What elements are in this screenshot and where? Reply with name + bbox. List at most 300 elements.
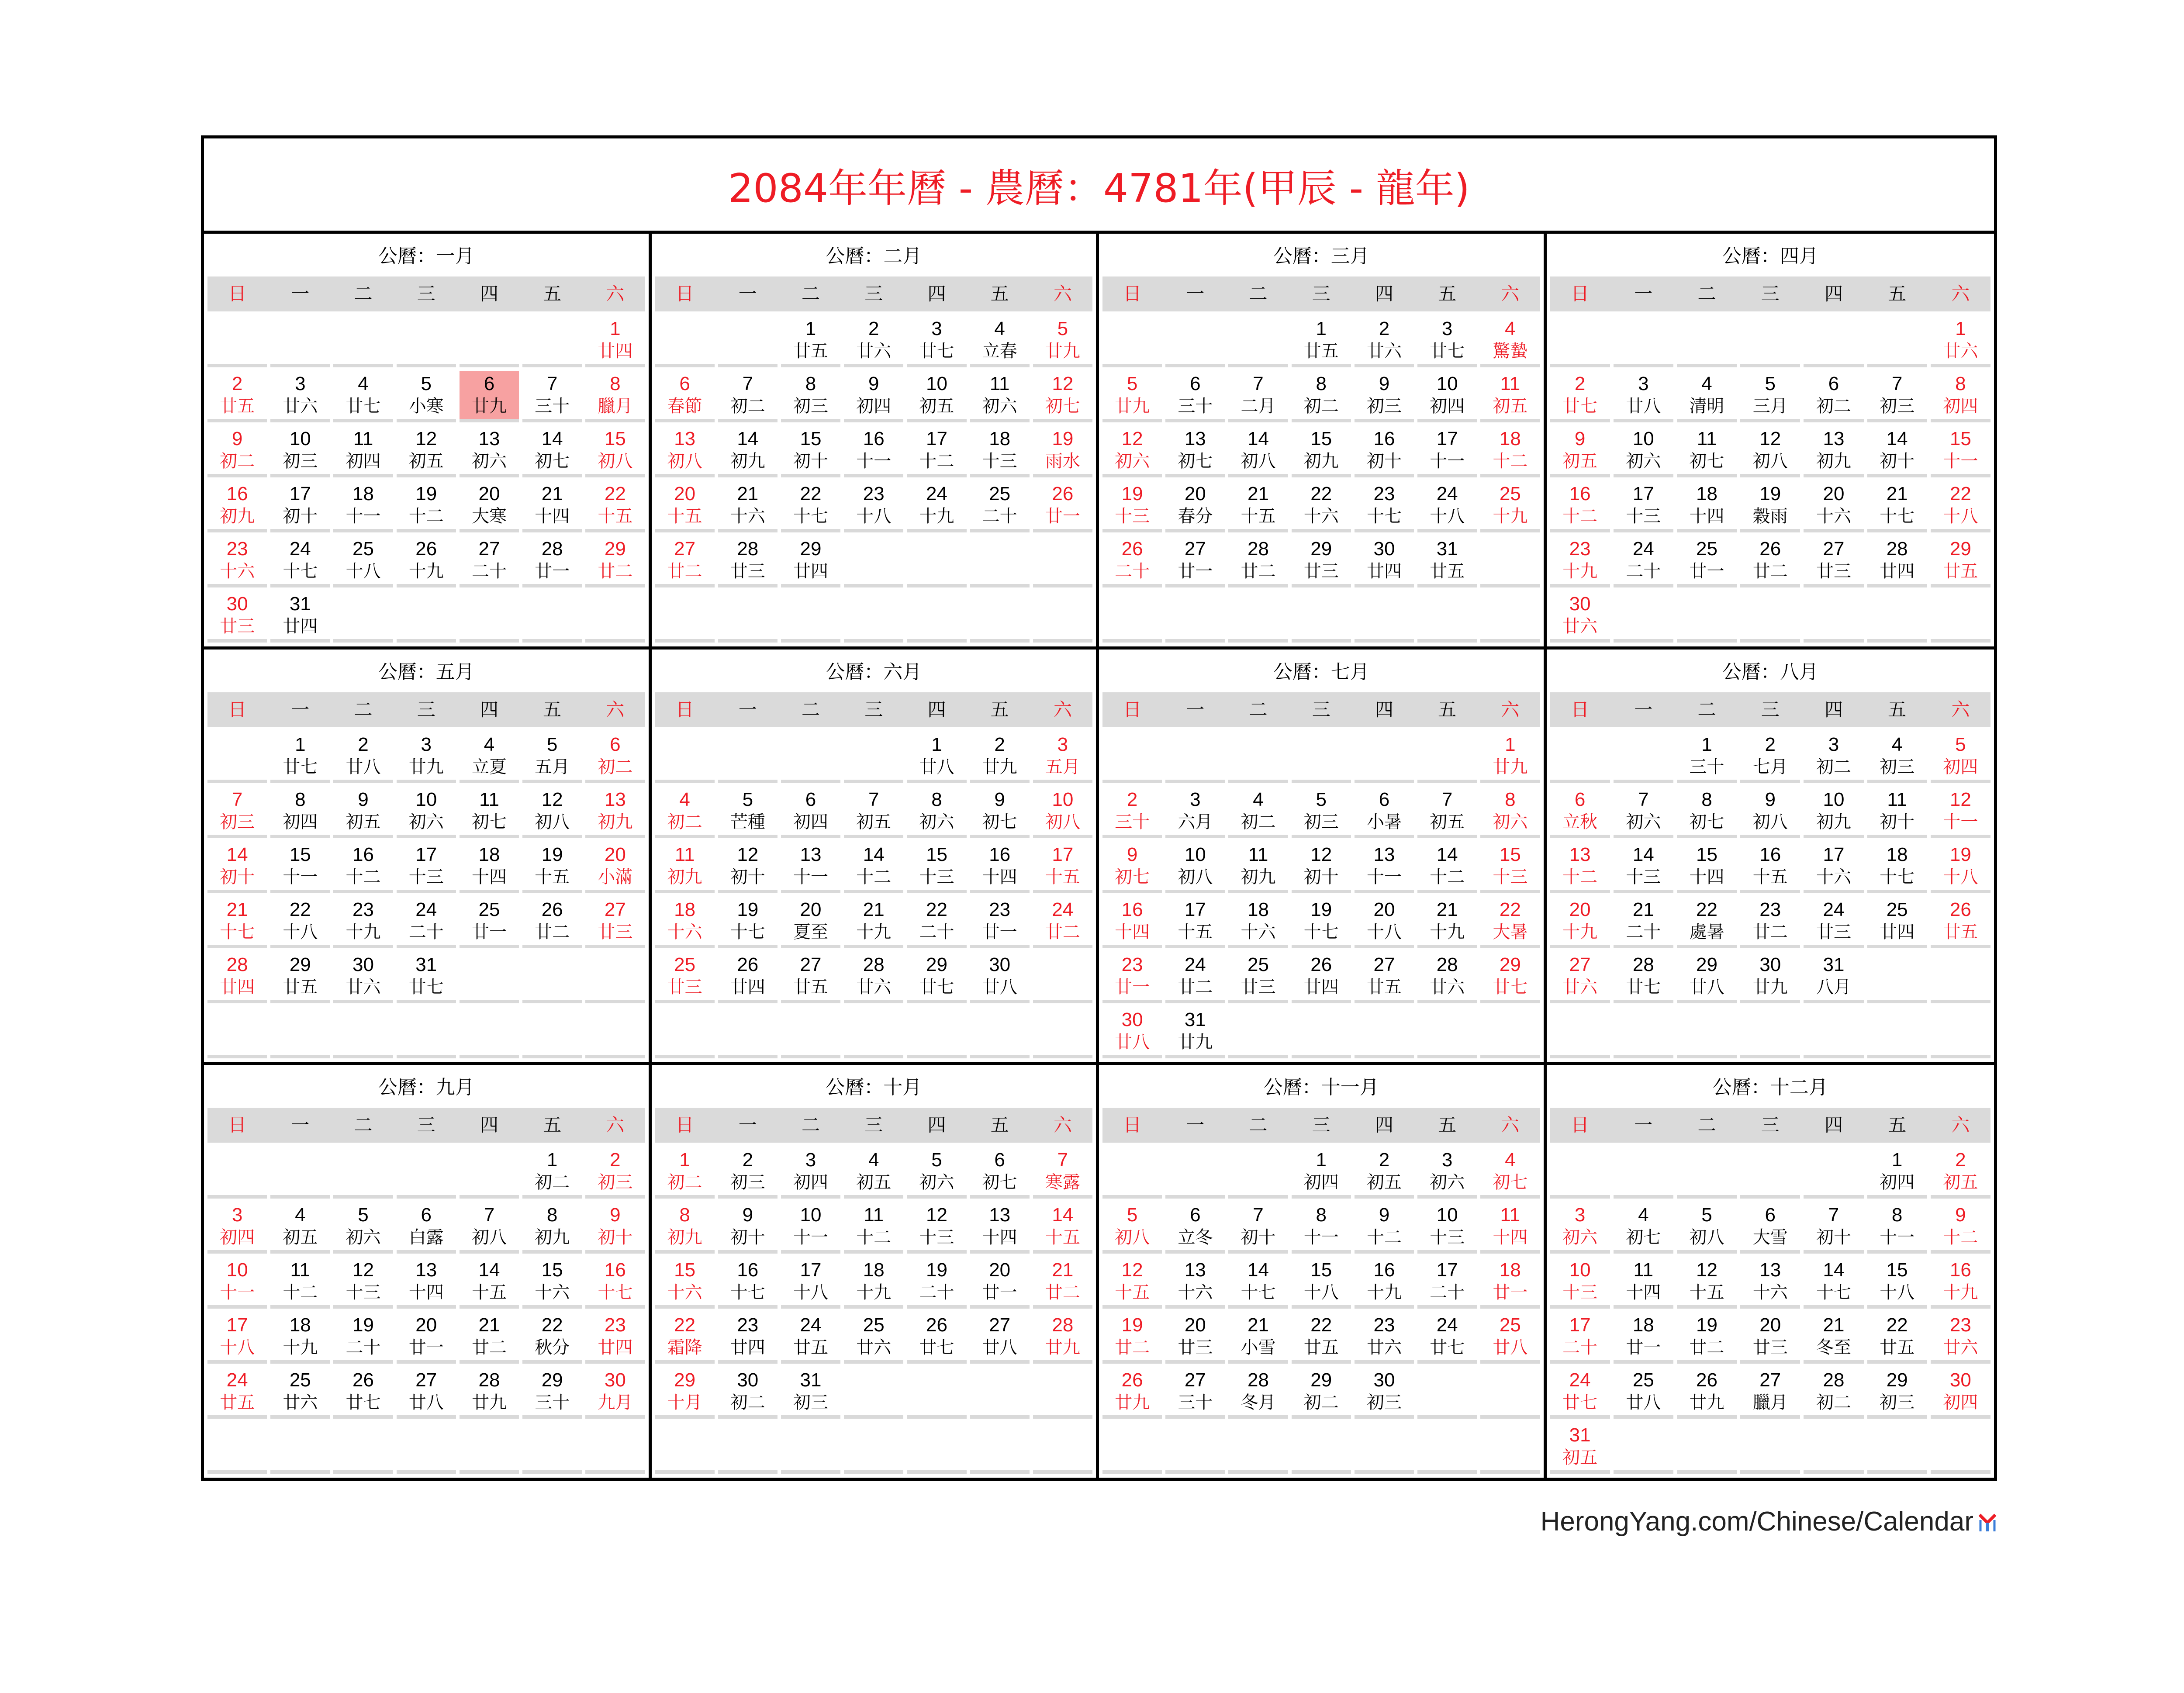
day-cell [460,787,519,838]
day-cell [1740,897,1800,948]
day-cell [718,897,778,948]
week-row [655,787,1093,838]
day-cell [1228,1312,1288,1364]
day-cell [585,426,645,477]
day-cell [1677,481,1737,532]
day-number: 3 [232,1204,243,1226]
month-panel [1547,650,1994,1065]
weekday-label: 六 [1951,1114,1970,1136]
lunar-date: 春節 [667,396,702,416]
day-cell [1614,1202,1673,1254]
day-cell [970,842,1030,893]
day-number: 25 [1499,1314,1521,1336]
empty-day-cell [1740,591,1800,643]
day-number: 9 [610,1204,621,1226]
empty-day-cell [1550,1007,1610,1058]
day-number: 5 [1955,733,1966,755]
day-number: 26 [541,898,563,920]
lunar-date: 廿一 [982,922,1017,942]
empty-day-cell [397,1147,456,1199]
lunar-date: 初十 [283,506,318,526]
lunar-date: 大暑 [1493,922,1528,942]
day-cell [1740,1257,1800,1309]
day-number: 30 [1373,538,1395,560]
week-row [1550,952,1991,1003]
day-number: 26 [1310,954,1332,975]
day-number: 21 [1823,1314,1845,1336]
month-title: 公曆：九月 [378,1076,474,1099]
lunar-date: 廿五 [1303,341,1339,361]
lunar-date: 廿三 [1303,561,1339,581]
lunar-date: 秋分 [535,1337,570,1358]
lunar-date: 初四 [793,812,829,832]
empty-day-cell [522,591,582,643]
day-cell [1417,316,1477,367]
lunar-date: 初三 [1880,1392,1915,1413]
weekday-label: 四 [1375,698,1393,720]
lunar-date: 廿二 [1045,1282,1080,1303]
day-cell [655,1312,715,1364]
lunar-date: 十二 [856,1227,892,1248]
day-cell [1417,897,1477,948]
month-panel [1099,650,1547,1065]
day-number: 6 [1379,788,1390,810]
day-number: 6 [1828,373,1839,394]
day-number: 8 [1701,788,1712,810]
day-number: 22 [1499,898,1521,920]
day-number: 20 [1184,1314,1206,1336]
day-number: 27 [1184,538,1206,560]
day-cell [1804,1367,1863,1419]
day-cell [1804,536,1863,587]
lunar-date: 廿六 [1366,1337,1402,1358]
day-number: 3 [1057,733,1068,755]
lunar-date: 廿六 [1366,341,1402,361]
day-cell [333,1367,393,1419]
lunar-date: 廿二 [535,922,570,942]
day-number: 3 [805,1149,816,1171]
lunar-date: 初四 [1430,396,1465,416]
day-cell [1355,897,1414,948]
day-cell [397,371,456,422]
day-cell [1102,536,1162,587]
day-cell [1165,1257,1225,1309]
day-cell [970,952,1030,1003]
day-cell [585,1367,645,1419]
day-cell [397,787,456,838]
day-number: 1 [1505,733,1516,755]
day-cell [1355,426,1414,477]
day-cell [1931,371,1990,422]
day-cell [1102,371,1162,422]
lunar-date: 十二 [1430,867,1465,887]
day-number: 9 [1765,788,1776,810]
day-cell [1931,1312,1990,1364]
day-cell [1867,1147,1927,1199]
day-cell [1355,952,1414,1003]
week-row [1550,732,1991,783]
weekday-label: 一 [291,283,310,304]
day-number: 1 [1955,318,1966,339]
day-number: 23 [226,538,248,560]
lunar-date: 二十 [919,1282,954,1303]
lunar-date: 廿六 [1562,616,1598,636]
day-number: 13 [1569,843,1591,865]
day-cell [970,481,1030,532]
lunar-date: 初八 [1752,812,1788,832]
day-number: 8 [1891,1204,1903,1226]
weekday-label: 三 [1312,698,1330,720]
weekday-label: 四 [1375,1114,1393,1136]
lunar-date: 廿四 [793,561,829,581]
lunar-date: 廿九 [1045,341,1080,361]
week-row [1102,897,1540,948]
day-number: 24 [1632,538,1654,560]
week-row [207,952,645,1003]
day-cell [333,732,393,783]
lunar-date: 廿一 [1115,977,1150,997]
footer-link[interactable]: HerongYang.com/Chinese/Calendar [1540,1506,1973,1537]
lunar-date: 廿六 [856,977,892,997]
day-number: 24 [926,483,947,504]
day-cell [844,787,903,838]
day-number: 30 [1373,1369,1395,1391]
lunar-date: 廿六 [1430,977,1465,997]
day-cell [1550,481,1610,532]
day-cell [1165,1007,1225,1058]
day-cell [1867,536,1927,587]
empty-day-cell [718,732,778,783]
empty-day-cell [970,1367,1030,1419]
day-number: 7 [232,788,243,810]
day-number: 3 [295,373,306,394]
lunar-date: 十五 [598,506,633,526]
empty-day-cell [1614,1007,1673,1058]
lunar-date: 廿六 [1562,977,1598,997]
day-number: 3 [1441,318,1453,339]
lunar-date: 十四 [1115,922,1150,942]
day-cell [1931,1367,1990,1419]
weekday-label: 四 [927,283,946,304]
day-cell [1228,842,1288,893]
lunar-date: 十五 [471,1282,507,1303]
weekday-label: 四 [927,1114,946,1136]
day-number: 13 [1184,1259,1206,1281]
weekday-label: 五 [543,283,562,304]
day-cell [1417,1147,1477,1199]
empty-day-cell [1480,1422,1540,1474]
lunar-date: 十六 [667,1282,702,1303]
empty-day-cell [1867,952,1927,1003]
lunar-date: 初二 [598,757,633,777]
day-number: 2 [358,733,369,755]
day-number: 8 [1955,373,1966,394]
lunar-date: 冬至 [1816,1337,1851,1358]
lunar-date: 十一 [1943,451,1978,471]
weekday-label: 五 [1888,283,1907,304]
day-cell [207,536,267,587]
day-number: 16 [1121,898,1143,920]
day-cell [1804,426,1863,477]
empty-day-cell [1740,1422,1800,1474]
day-cell [970,1147,1030,1199]
empty-day-cell [1165,591,1225,643]
day-cell [1228,1202,1288,1254]
day-cell [1804,1312,1863,1364]
day-cell [1165,426,1225,477]
day-cell [522,897,582,948]
empty-day-cell [270,1147,330,1199]
weekday-label: 六 [1951,698,1970,720]
day-cell [1480,481,1540,532]
day-number: 12 [1121,428,1143,449]
day-cell [1740,732,1800,783]
day-cell [1677,787,1737,838]
day-number: 30 [989,954,1011,975]
weekday-label: 二 [802,1114,820,1136]
weekday-label: 五 [990,283,1009,304]
lunar-date: 大雪 [1752,1227,1788,1248]
day-cell [844,1147,903,1199]
weekday-label: 一 [738,698,757,720]
lunar-date: 初三 [220,812,255,832]
lunar-date: 初八 [1752,451,1788,471]
lunar-date: 初三 [1880,757,1915,777]
day-number: 10 [289,428,311,449]
day-number: 19 [1696,1314,1717,1336]
empty-day-cell [1740,316,1800,367]
day-number: 24 [1823,898,1845,920]
lunar-date: 十六 [1241,922,1276,942]
lunar-date: 十九 [408,561,444,581]
weekday-label: 一 [1634,698,1653,720]
week-row [1550,897,1991,948]
day-cell [1417,1202,1477,1254]
empty-day-cell [207,1422,267,1474]
week-row [1550,787,1991,838]
day-cell [1102,842,1162,893]
day-number: 10 [1052,788,1074,810]
day-number: 26 [1121,538,1143,560]
empty-day-cell [207,732,267,783]
day-number: 24 [289,538,311,560]
lunar-date: 十二 [856,867,892,887]
month-title: 公曆：一月 [378,245,474,267]
lunar-date: 處暑 [1689,922,1724,942]
day-number: 11 [1500,1204,1521,1226]
day-number: 25 [1632,1369,1654,1391]
lunar-date: 初三 [1303,812,1339,832]
lunar-date: 十七 [598,1282,633,1303]
weekday-label: 日 [1123,698,1142,720]
lunar-date: 小滿 [598,867,633,887]
day-number: 21 [1436,898,1458,920]
day-number: 27 [989,1314,1011,1336]
day-number: 12 [1310,843,1332,865]
day-cell [781,371,840,422]
day-cell [1417,1312,1477,1364]
weekday-label: 二 [1697,698,1716,720]
empty-day-cell [844,732,903,783]
day-cell [1292,1202,1351,1254]
day-number: 7 [1057,1149,1068,1171]
empty-day-cell [718,591,778,643]
day-number: 5 [1127,1204,1138,1226]
day-cell [718,1257,778,1309]
lunar-date: 初十 [1880,812,1915,832]
day-cell [1033,1202,1092,1254]
lunar-date: 十二 [1366,1227,1402,1248]
day-cell [460,481,519,532]
lunar-date: 十四 [408,1282,444,1303]
day-number: 9 [1127,843,1138,865]
lunar-date: 廿四 [1303,977,1339,997]
day-number: 1 [805,318,816,339]
empty-day-cell [970,1007,1030,1058]
lunar-date: 夏至 [793,922,829,942]
day-number: 15 [926,843,947,865]
day-number: 23 [1373,483,1395,504]
day-cell [1480,1202,1540,1254]
weekday-label: 日 [675,1114,694,1136]
lunar-date: 廿三 [220,616,255,636]
day-number: 25 [674,954,696,975]
lunar-date: 初九 [535,1227,570,1248]
week-row [655,952,1093,1003]
day-number: 18 [863,1259,885,1281]
day-cell [333,371,393,422]
day-cell [460,1202,519,1254]
lunar-date: 初十 [1303,867,1339,887]
day-number: 1 [1701,733,1712,755]
day-cell [1550,371,1610,422]
day-number: 28 [1052,1314,1074,1336]
lunar-date: 清明 [1689,396,1724,416]
lunar-date: 初十 [793,451,829,471]
weekday-label: 日 [228,1114,247,1136]
day-number: 26 [1052,483,1074,504]
weekday-label: 二 [354,698,373,720]
day-number: 13 [1759,1259,1781,1281]
day-number: 16 [863,428,885,449]
day-cell [1102,1367,1162,1419]
day-number: 18 [989,428,1011,449]
day-cell [1033,481,1092,532]
empty-day-cell [1550,732,1610,783]
week-row [1102,481,1540,532]
day-number: 21 [1632,898,1654,920]
empty-day-cell [1480,1367,1540,1419]
day-cell [1677,952,1737,1003]
lunar-date: 小雪 [1241,1337,1276,1358]
week-row [1102,1257,1540,1309]
day-number: 4 [1505,1149,1516,1171]
day-cell [1931,787,1990,838]
day-number: 28 [863,954,885,975]
lunar-date: 初六 [1115,451,1150,471]
day-number: 4 [1701,373,1712,394]
day-cell [1550,1202,1610,1254]
lunar-date: 初八 [1241,451,1276,471]
empty-day-cell [1355,591,1414,643]
day-cell [1102,952,1162,1003]
year-calendar [201,135,1997,1481]
day-cell [1677,1202,1737,1254]
lunar-date: 廿二 [471,1337,507,1358]
weekday-label: 三 [417,698,435,720]
day-number: 19 [541,843,563,865]
lunar-date: 十九 [856,922,892,942]
week-row [207,1257,645,1309]
day-number: 26 [415,538,437,560]
day-number: 13 [1373,843,1395,865]
lunar-date: 初九 [1816,451,1851,471]
lunar-date: 十三 [408,867,444,887]
day-cell [781,481,840,532]
day-number: 1 [679,1149,690,1171]
day-number: 6 [1574,788,1586,810]
day-number: 14 [863,843,885,865]
day-number: 6 [994,1149,1005,1171]
day-number: 13 [1184,428,1206,449]
day-cell [1804,371,1863,422]
empty-day-cell [1228,1147,1288,1199]
day-cell [333,787,393,838]
empty-day-cell [270,1007,330,1058]
empty-day-cell [907,1007,966,1058]
lunar-date: 十一 [793,867,829,887]
week-row [1102,1422,1540,1474]
day-cell [1740,536,1800,587]
lunar-date: 二月 [1241,396,1276,416]
day-number: 13 [604,788,626,810]
day-number: 11 [479,788,499,810]
day-cell [585,842,645,893]
weekday-header [1102,1108,1540,1143]
lunar-date: 十九 [919,506,954,526]
empty-day-cell [1740,1147,1800,1199]
lunar-date: 十九 [1366,1282,1402,1303]
day-cell [1867,1257,1927,1309]
lunar-date: 十六 [1752,1282,1788,1303]
lunar-date: 廿五 [1943,922,1978,942]
lunar-date: 芒種 [730,812,765,832]
lunar-date: 十八 [856,506,892,526]
month-title: 公曆：十二月 [1712,1076,1828,1099]
day-cell [1614,536,1673,587]
empty-day-cell [1033,536,1092,587]
day-cell [1677,842,1737,893]
day-number: 20 [1823,483,1845,504]
lunar-date: 初五 [856,812,892,832]
lunar-date: 二十 [919,922,954,942]
lunar-date: 初四 [1943,1392,1978,1413]
day-number: 18 [1499,1259,1521,1281]
day-cell [270,536,330,587]
lunar-date: 廿七 [283,757,318,777]
week-row [207,1367,645,1419]
lunar-date: 初九 [1303,451,1339,471]
empty-day-cell [1550,316,1610,367]
week-row [207,897,645,948]
lunar-date: 十七 [1303,922,1339,942]
day-cell [1292,481,1351,532]
day-cell [1867,732,1927,783]
lunar-date: 十七 [220,922,255,942]
lunar-date: 十四 [1493,1227,1528,1248]
lunar-date: 廿五 [1880,1337,1915,1358]
lunar-date: 初七 [1115,867,1150,887]
